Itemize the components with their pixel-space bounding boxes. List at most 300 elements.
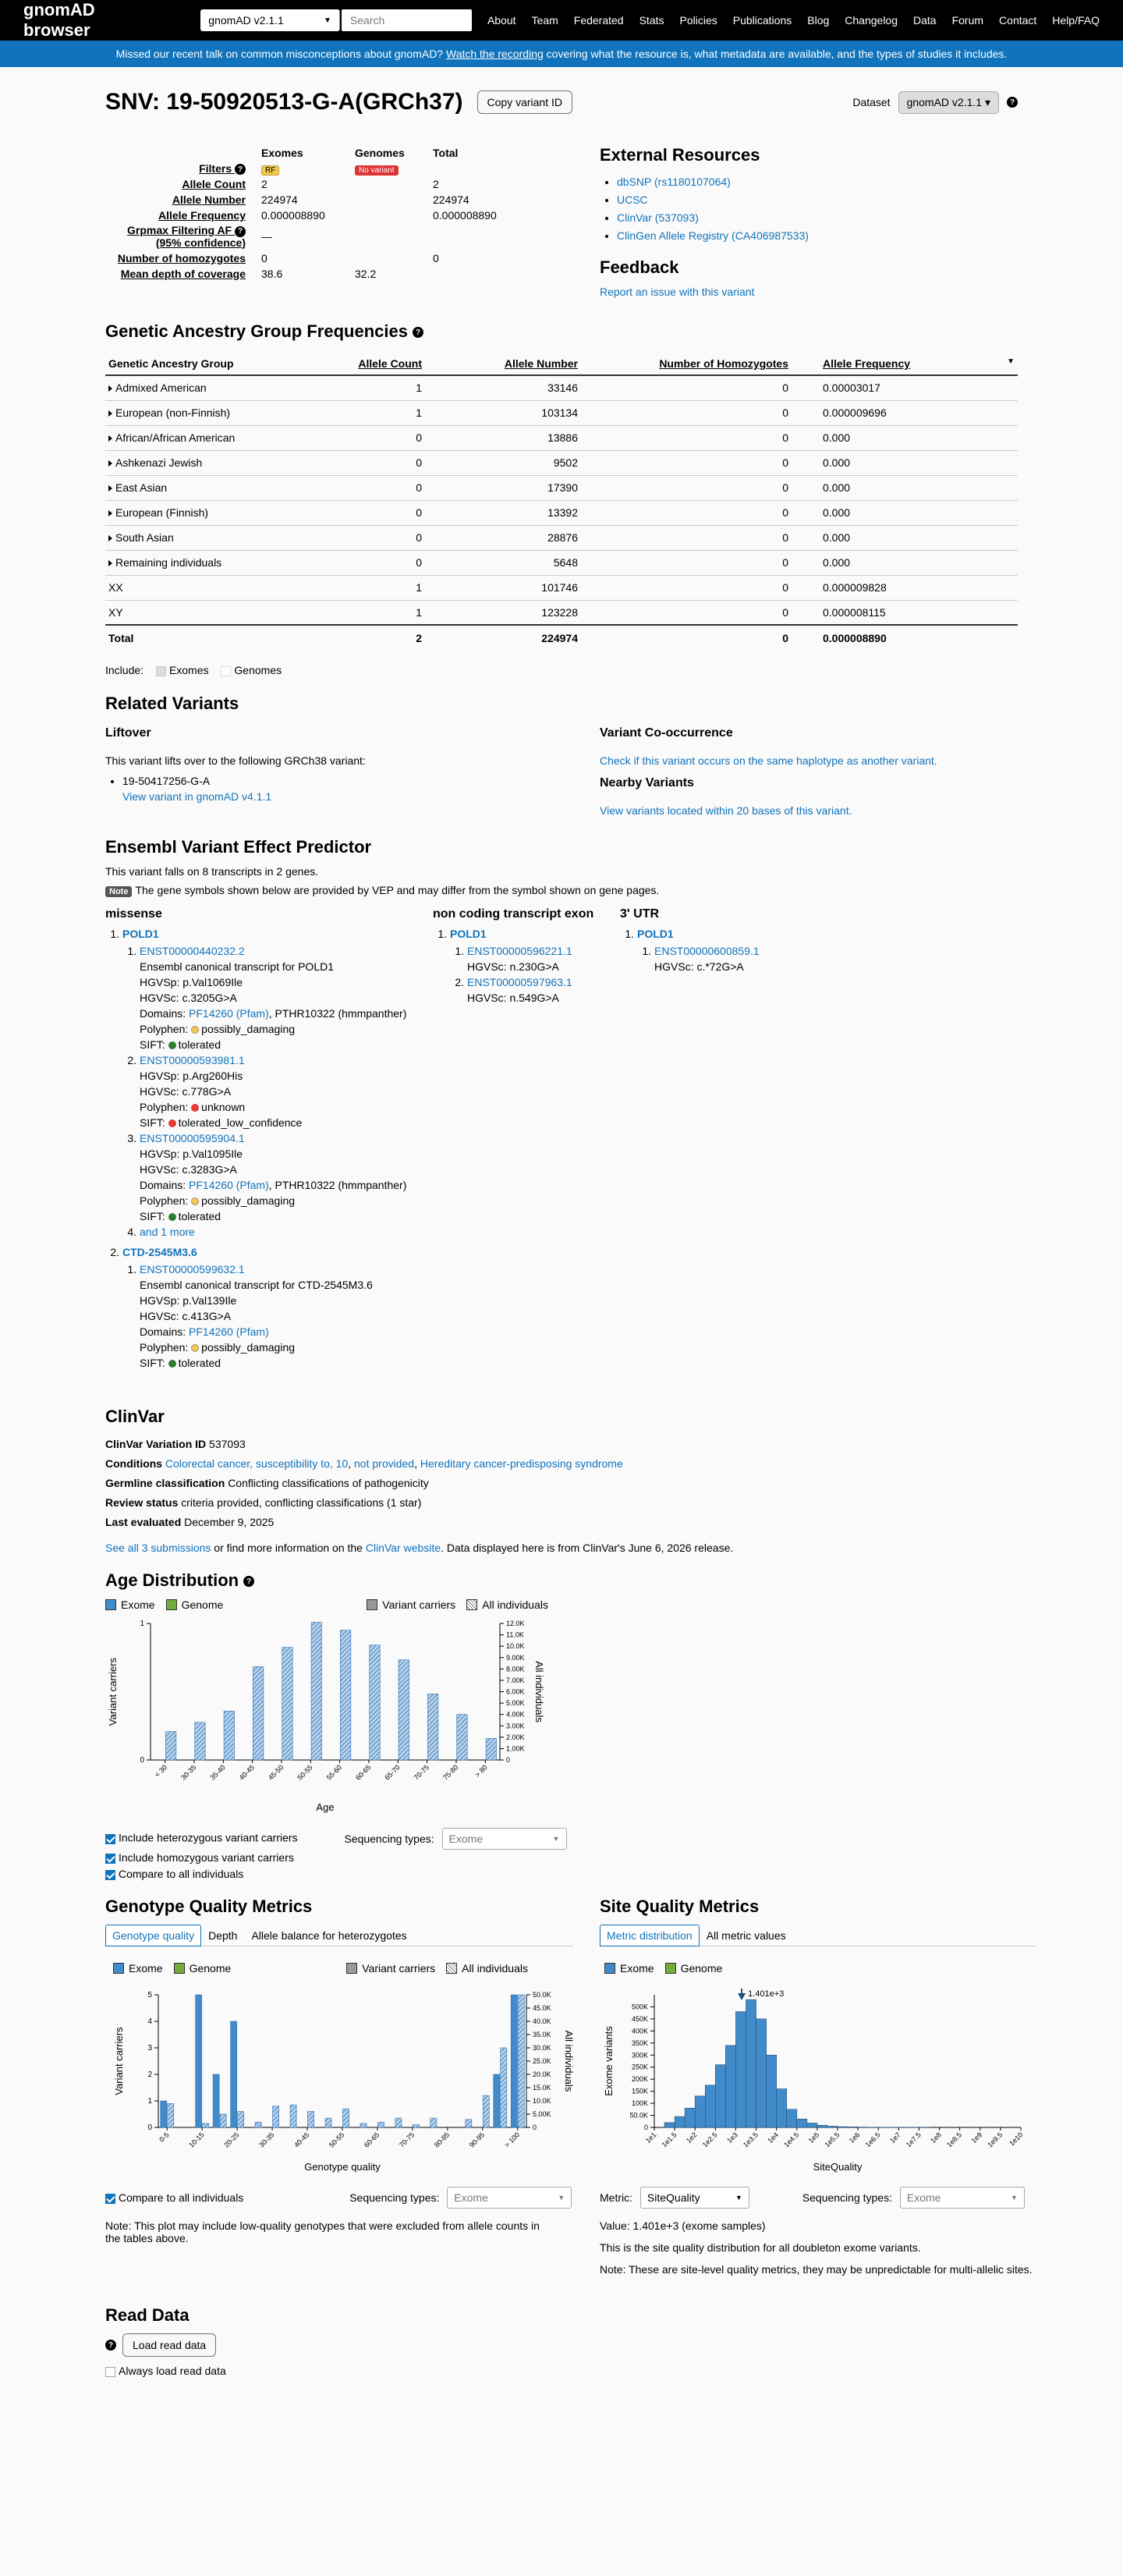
y-axis-label: Variant carriers bbox=[107, 1657, 119, 1726]
histogram-bar bbox=[797, 2119, 807, 2127]
version-select[interactable] bbox=[200, 9, 340, 31]
search-placeholder: Search bbox=[349, 14, 385, 27]
allele-number: 103134 bbox=[425, 400, 581, 425]
y-axis-label: Variant carriers bbox=[113, 2027, 125, 2095]
y2-tick-label: 8.00K bbox=[506, 1665, 525, 1673]
exomes-value: 2 bbox=[261, 178, 267, 191]
table-row[interactable] bbox=[105, 550, 1018, 575]
y2-tick-label: 0 bbox=[506, 1756, 511, 1764]
nav-link-contact[interactable]: Contact bbox=[999, 14, 1037, 27]
sq-sequencing-select[interactable] bbox=[900, 2187, 1025, 2209]
table-row[interactable] bbox=[105, 475, 1018, 500]
x-tick-label: 0-5 bbox=[158, 2131, 171, 2144]
sq-dist-text: This is the site quality distribution for all doubleton exome variants. bbox=[600, 2241, 921, 2254]
histogram-bar bbox=[756, 2019, 767, 2127]
y2-tick-label: 7.00K bbox=[506, 1676, 525, 1684]
all-individuals-bar bbox=[224, 1711, 234, 1760]
hgvsc: HGVSc: n.549G>A bbox=[467, 992, 559, 1004]
gq-tabs bbox=[105, 1925, 573, 1946]
variant-carriers-bar bbox=[494, 2074, 500, 2127]
gq-chart bbox=[105, 1979, 573, 2174]
y2-tick-label: 12.0K bbox=[506, 1620, 525, 1627]
x-tick-label: 1e10 bbox=[1008, 2131, 1025, 2148]
allele-frequency: 0.000 bbox=[792, 475, 1018, 500]
nav-link-forum[interactable]: Forum bbox=[951, 14, 984, 27]
histogram-bar bbox=[817, 2125, 827, 2127]
allele-count: 1 bbox=[308, 575, 425, 600]
expand-icon[interactable] bbox=[108, 460, 112, 467]
all-individuals-bar bbox=[273, 2106, 279, 2127]
allele-number: 224974 bbox=[425, 625, 581, 650]
include-exomes-checkbox[interactable] bbox=[156, 664, 209, 676]
allele-number: 13886 bbox=[425, 425, 581, 450]
link-dbsnp[interactable]: dbSNP (rs1180107064) bbox=[617, 176, 731, 188]
col-allele-count[interactable]: Allele Count bbox=[308, 353, 425, 375]
expand-icon[interactable] bbox=[108, 410, 112, 417]
nav-link-federated[interactable]: Federated bbox=[573, 14, 624, 27]
homozygotes: 0 bbox=[581, 625, 792, 650]
y2-tick-label: 50.0K bbox=[533, 1991, 551, 1999]
nav-link-policies[interactable]: Policies bbox=[679, 14, 717, 27]
y-tick-label: 0 bbox=[140, 1756, 144, 1765]
homozygotes: 0 bbox=[581, 600, 792, 625]
sift-tolerated-icon bbox=[168, 1360, 176, 1368]
homozygotes: 0 bbox=[581, 375, 792, 400]
homozygotes-exomes: 0 bbox=[261, 251, 267, 264]
histogram-bar bbox=[675, 2117, 685, 2127]
all-individuals-bar bbox=[340, 1630, 350, 1760]
hgvsc: HGVSc: c.413G>A bbox=[140, 1310, 232, 1322]
chevron-down-icon: ▼ bbox=[324, 16, 331, 25]
x-tick-label: 80-85 bbox=[432, 2131, 452, 2149]
allele-frequency: 0.000 bbox=[792, 450, 1018, 475]
all-individuals-bar bbox=[395, 2118, 402, 2127]
metric-label: Metric: bbox=[600, 2191, 632, 2204]
nav-link-about[interactable]: About bbox=[487, 14, 516, 27]
x-tick-label: 1e2 bbox=[684, 2131, 699, 2145]
include-het-option[interactable] bbox=[105, 1828, 1018, 1850]
grpmax-label: Grpmax Filtering AF bbox=[127, 224, 232, 237]
y-tick-label: 450K bbox=[631, 2014, 648, 2023]
variant-carriers-bar bbox=[196, 1995, 202, 2127]
expand-icon[interactable] bbox=[108, 560, 112, 566]
version-select-value: gnomAD v2.1.1 bbox=[208, 14, 284, 27]
x-tick-label: 1e5 bbox=[806, 2131, 821, 2145]
related-title: Related Variants bbox=[105, 694, 239, 713]
always-load-option[interactable] bbox=[105, 2365, 1018, 2377]
allele-frequency: 0.000009828 bbox=[792, 575, 1018, 600]
hgvsc: HGVSc: c.778G>A bbox=[140, 1085, 232, 1098]
legend-exome: Exome bbox=[129, 1962, 163, 1975]
homozygotes: 0 bbox=[581, 400, 792, 425]
age-seq-value: Exome bbox=[448, 1832, 484, 1845]
copy-variant-id-button[interactable]: Copy variant ID bbox=[477, 90, 572, 114]
legend-all: All individuals bbox=[462, 1962, 528, 1975]
x-tick-label: 1e7 bbox=[888, 2131, 902, 2145]
y2-tick-label: 5.00K bbox=[533, 2110, 551, 2118]
checkbox-icon bbox=[221, 666, 231, 676]
clinvar-title: ClinVar bbox=[105, 1407, 165, 1426]
ancestry-section bbox=[105, 321, 1018, 676]
sift-label: SIFT: bbox=[140, 1210, 165, 1222]
sq-chart bbox=[600, 1979, 1036, 2174]
y-tick-label: 100K bbox=[631, 2099, 648, 2108]
table-row[interactable] bbox=[105, 425, 1018, 450]
chevron-down-icon: ▼ bbox=[1010, 2194, 1018, 2202]
row-label: Allele Count bbox=[182, 178, 246, 191]
tab-all-metric-values[interactable]: All metric values bbox=[706, 1929, 786, 1942]
all-individuals-bar bbox=[220, 2114, 226, 2127]
table-row[interactable] bbox=[105, 500, 1018, 525]
legend-all: All individuals bbox=[482, 1598, 548, 1611]
y2-tick-label: 15.0K bbox=[533, 2084, 551, 2092]
gq-seq-value: Exome bbox=[454, 2191, 488, 2204]
sift-label: SIFT: bbox=[140, 1116, 165, 1129]
homozygotes: 0 bbox=[581, 450, 792, 475]
all-individuals-bar bbox=[238, 2112, 244, 2127]
load-read-data-button[interactable]: Load read data bbox=[122, 2333, 216, 2357]
allele-frequency: 0.000009696 bbox=[792, 400, 1018, 425]
hgvsc: HGVSc: c.3205G>A bbox=[140, 992, 237, 1004]
age-title: Age Distribution bbox=[105, 1570, 239, 1590]
banner-prefix: Missed our recent talk on common misconceptions about gnomAD? bbox=[115, 48, 444, 60]
age-sequencing-select[interactable] bbox=[442, 1828, 567, 1850]
dataset-select[interactable]: gnomAD v2.1.1 ▾ bbox=[898, 91, 999, 114]
sq-legend bbox=[604, 1962, 1036, 1975]
condition-link[interactable]: not provided bbox=[354, 1457, 415, 1470]
total-value: 2 bbox=[433, 178, 439, 191]
page-title: SNV: 19-50920513-G-A(GRCh37) bbox=[105, 89, 463, 115]
x-tick-label: 60-65 bbox=[354, 1763, 373, 1782]
x-tick-label: 55-60 bbox=[324, 1763, 344, 1782]
nav-link-publications[interactable]: Publications bbox=[732, 14, 792, 27]
checkbox-icon bbox=[105, 2194, 115, 2204]
y2-tick-label: 35.0K bbox=[533, 2031, 551, 2038]
y2-axis-label: All individuals bbox=[563, 2030, 575, 2092]
y2-tick-label: 5.00K bbox=[506, 1699, 525, 1708]
tab-genotype-quality[interactable]: Genotype quality bbox=[105, 1925, 201, 1946]
all-individuals-bar bbox=[430, 2118, 437, 2127]
all-individuals-bar bbox=[165, 1732, 175, 1760]
age-seq-label: Sequencing types: bbox=[344, 1832, 434, 1845]
always-load-label: Always load read data bbox=[119, 2365, 226, 2377]
expand-icon[interactable] bbox=[108, 435, 112, 442]
y-tick-label: 2 bbox=[147, 2070, 152, 2079]
expand-icon[interactable] bbox=[108, 485, 112, 491]
summary-row bbox=[105, 208, 526, 223]
x-tick-label: > 80 bbox=[473, 1763, 489, 1779]
gene-link-pold1[interactable]: POLD1 bbox=[122, 928, 159, 940]
allele-count: 0 bbox=[308, 450, 425, 475]
age-compare-option[interactable] bbox=[105, 1866, 1018, 1882]
all-individuals-swatch bbox=[466, 1599, 477, 1610]
x-tick-label: 1e6 bbox=[847, 2131, 862, 2145]
genome-swatch bbox=[166, 1599, 177, 1610]
ancestry-title: Genetic Ancestry Group Frequencies bbox=[105, 321, 408, 341]
total-value: 224974 bbox=[433, 193, 469, 207]
value-marker-label: 1.401e+3 bbox=[748, 1989, 785, 1999]
x-tick-label: 1e3 bbox=[725, 2131, 739, 2145]
conditions-label: Conditions bbox=[105, 1457, 163, 1470]
germline-value: Conflicting classifications of pathogenicity bbox=[228, 1477, 429, 1489]
x-tick-label: 40-45 bbox=[292, 2131, 311, 2149]
y2-tick-label: 10.0K bbox=[506, 1642, 525, 1651]
allele-count: 0 bbox=[308, 475, 425, 500]
total-row bbox=[105, 625, 1018, 650]
all-individuals-bar bbox=[253, 1666, 263, 1760]
transcript-link[interactable]: ENST00000440232.2 bbox=[140, 945, 245, 957]
external-links bbox=[600, 173, 809, 245]
grpmax-sub: (95% confidence) bbox=[155, 236, 246, 249]
nav-link-blog[interactable]: Blog bbox=[807, 14, 830, 27]
all-individuals-bar bbox=[466, 2120, 472, 2127]
help-icon[interactable]: ? bbox=[105, 2340, 116, 2351]
y-tick-label: 1 bbox=[140, 1620, 144, 1628]
histogram-bar bbox=[787, 2109, 797, 2127]
related-variants-section bbox=[105, 694, 1018, 817]
col-group[interactable]: Genetic Ancestry Group bbox=[105, 353, 308, 375]
liftover-title: Liftover bbox=[105, 726, 151, 740]
vep-section bbox=[105, 837, 1018, 1375]
vep-intro: This variant falls on 8 transcripts in 2 genes. bbox=[105, 865, 319, 878]
exomes-value: 224974 bbox=[261, 193, 298, 207]
sift-value: tolerated bbox=[178, 1357, 221, 1369]
y-tick-label: 5 bbox=[147, 1991, 152, 1999]
link-clinvar[interactable]: ClinVar (537093) bbox=[617, 211, 699, 224]
genome-filter-badge: No variant bbox=[355, 165, 399, 176]
include-label: Include: bbox=[105, 664, 144, 676]
x-tick-label: 1e9 bbox=[969, 2131, 984, 2145]
group-name: Admixed American bbox=[115, 381, 207, 395]
transcript-link[interactable]: ENST00000593981.1 bbox=[140, 1054, 245, 1066]
liftover-variant: 19-50417256-G-A bbox=[122, 775, 211, 787]
nav-link-changelog[interactable]: Changelog bbox=[845, 14, 898, 27]
link-ucsc[interactable]: UCSC bbox=[617, 193, 648, 206]
brand-logo[interactable]: gnomAD browser bbox=[23, 0, 95, 40]
show-more-link[interactable]: and 1 more bbox=[140, 1226, 195, 1238]
tab-depth[interactable]: Depth bbox=[208, 1929, 238, 1942]
hgvsp: HGVSp: p.Arg260His bbox=[140, 1070, 243, 1082]
x-tick-label: 90-95 bbox=[467, 2131, 487, 2149]
sort-down-icon: ▼ bbox=[1007, 357, 1015, 366]
tab-allele-balance[interactable]: Allele balance for heterozygotes bbox=[251, 1929, 407, 1942]
report-issue-link[interactable]: Report an issue with this variant bbox=[600, 286, 755, 298]
table-row[interactable] bbox=[105, 450, 1018, 475]
group-name: Total bbox=[105, 625, 308, 650]
all-individuals-bar bbox=[457, 1715, 467, 1760]
exome-swatch bbox=[105, 1599, 116, 1610]
y2-tick-label: 2.00K bbox=[506, 1733, 525, 1741]
expand-icon[interactable] bbox=[108, 535, 112, 541]
y2-tick-label: 25.0K bbox=[533, 2057, 551, 2065]
see-all-submissions-link[interactable]: See all 3 submissions bbox=[105, 1542, 211, 1554]
x-axis-label: SiteQuality bbox=[813, 2161, 863, 2173]
transcript-link[interactable]: ENST00000596221.1 bbox=[467, 945, 572, 957]
col-allele-number[interactable]: Allele Number bbox=[425, 353, 581, 375]
x-tick-label: 70-75 bbox=[397, 2131, 416, 2149]
col-homozygotes[interactable]: Number of Homozygotes bbox=[581, 353, 792, 375]
x-tick-label: 30-35 bbox=[179, 1763, 198, 1782]
include-hom-option[interactable] bbox=[105, 1850, 1018, 1866]
allele-number: 17390 bbox=[425, 475, 581, 500]
link-clingen[interactable]: ClinGen Allele Registry (CA406987533) bbox=[617, 229, 809, 242]
transcript-link[interactable]: ENST00000600859.1 bbox=[654, 945, 760, 957]
hgvsc: HGVSc: n.230G>A bbox=[467, 960, 559, 973]
x-tick-label: 60-65 bbox=[363, 2131, 381, 2149]
y2-tick-label: 3.00K bbox=[506, 1722, 525, 1730]
condition-link[interactable]: Colorectal cancer, susceptibility to, 10 bbox=[165, 1457, 349, 1470]
missense-column bbox=[105, 907, 433, 1375]
top-nav bbox=[0, 0, 1123, 41]
expand-icon[interactable] bbox=[108, 385, 112, 392]
search-input[interactable] bbox=[342, 9, 472, 31]
exome-swatch bbox=[604, 1963, 615, 1974]
expand-icon[interactable] bbox=[108, 510, 112, 516]
y-tick-label: 3 bbox=[147, 2044, 152, 2053]
x-tick-label: 1e4.5 bbox=[782, 2131, 801, 2149]
histogram-bar bbox=[807, 2123, 817, 2127]
homozygotes: 0 bbox=[581, 550, 792, 575]
y-tick-label: 200K bbox=[631, 2075, 648, 2084]
clinvar-website-link[interactable]: ClinVar website bbox=[365, 1542, 441, 1554]
x-tick-label: 1e9.5 bbox=[986, 2131, 1004, 2149]
banner-suffix: covering what the resource is, what metadata are available, and the types of studies it includes. bbox=[546, 48, 1008, 60]
all-individuals-bar bbox=[342, 2109, 349, 2127]
x-tick-label: 65-70 bbox=[383, 1763, 402, 1782]
gq-sequencing-select[interactable] bbox=[447, 2187, 572, 2209]
y2-tick-label: 0 bbox=[533, 2124, 537, 2131]
hgvsc: HGVSc: c.3283G>A bbox=[140, 1163, 237, 1176]
banner-link[interactable]: Watch the recording bbox=[446, 48, 544, 60]
all-individuals-bar bbox=[501, 2048, 507, 2127]
summary-row bbox=[105, 176, 526, 192]
help-icon[interactable]: ? bbox=[243, 1576, 254, 1587]
transcript-link[interactable]: ENST00000597963.1 bbox=[467, 976, 572, 988]
canonical-note: Ensembl canonical transcript for CTD-2545M3.6 bbox=[140, 1279, 373, 1291]
help-icon[interactable]: ? bbox=[413, 327, 423, 338]
x-tick-label: 10-15 bbox=[187, 2131, 206, 2149]
y-tick-label: 1 bbox=[147, 2097, 152, 2106]
all-individuals-bar bbox=[427, 1694, 438, 1760]
y-axis-label: Exome variants bbox=[603, 2026, 615, 2096]
read-title: Read Data bbox=[105, 2305, 190, 2325]
genomes-value bbox=[355, 176, 433, 192]
x-tick-label: 1e7.5 bbox=[904, 2131, 923, 2149]
release-text: . Data displayed here is from ClinVar's June 6, 2026 release. bbox=[441, 1542, 734, 1554]
include-exomes-label: Exomes bbox=[168, 664, 209, 676]
help-icon[interactable]: ? bbox=[235, 164, 246, 175]
total-value: 0.000008890 bbox=[433, 209, 497, 222]
sift-value: tolerated bbox=[178, 1038, 221, 1051]
sq-seq-label: Sequencing types: bbox=[802, 2191, 892, 2204]
all-individuals-bar bbox=[518, 1995, 524, 2127]
x-tick-label: 1e5.5 bbox=[823, 2131, 841, 2149]
hgvsp: HGVSp: p.Val1069Ile bbox=[140, 976, 243, 988]
col-allele-frequency[interactable] bbox=[792, 353, 1018, 375]
table-row[interactable] bbox=[105, 400, 1018, 425]
allele-frequency: 0.000008115 bbox=[792, 600, 1018, 625]
pfam-link[interactable]: PF14260 (Pfam) bbox=[189, 1007, 269, 1020]
gene-link-pold1[interactable]: POLD1 bbox=[637, 928, 674, 940]
canonical-note: Ensembl canonical transcript for POLD1 bbox=[140, 960, 334, 973]
feedback-title: Feedback bbox=[600, 257, 679, 277]
liftover-section bbox=[105, 726, 573, 817]
exome-filter-badge: RF bbox=[261, 165, 279, 176]
histogram-bar bbox=[725, 2046, 735, 2127]
metric-select[interactable] bbox=[640, 2187, 749, 2209]
exomes-value: 0.000008890 bbox=[261, 209, 325, 222]
liftover-link[interactable]: View variant in gnomAD v4.1.1 bbox=[122, 790, 272, 803]
pfam-link[interactable]: PF14260 (Pfam) bbox=[189, 1325, 269, 1338]
nav-link-team[interactable]: Team bbox=[531, 14, 558, 27]
group-name: European (Finnish) bbox=[115, 506, 209, 519]
all-individuals-bar bbox=[399, 1660, 409, 1760]
include-genomes-checkbox[interactable] bbox=[221, 664, 282, 676]
histogram-bar bbox=[685, 2108, 695, 2127]
y2-tick-label: 30.0K bbox=[533, 2044, 551, 2052]
all-individuals-bar bbox=[483, 2095, 489, 2127]
group-name: East Asian bbox=[115, 481, 168, 494]
group-name: Ashkenazi Jewish bbox=[115, 456, 203, 469]
cooccurrence-link[interactable]: Check if this variant occurs on the same haplotype as another variant. bbox=[600, 754, 937, 767]
allele-count: 0 bbox=[308, 500, 425, 525]
x-tick-label: 1e8.5 bbox=[945, 2131, 964, 2149]
domains-label: Domains: bbox=[140, 1179, 186, 1191]
allele-frequency: 0.000 bbox=[792, 525, 1018, 550]
variant-carriers-bar bbox=[161, 2101, 167, 2127]
x-tick-label: 30-35 bbox=[257, 2131, 276, 2149]
nav-link-stats[interactable]: Stats bbox=[639, 14, 664, 27]
help-icon[interactable]: ? bbox=[235, 226, 246, 237]
col-allele-frequency-label: Allele Frequency bbox=[823, 357, 911, 370]
table-row[interactable] bbox=[105, 375, 1018, 400]
transcript-link[interactable]: ENST00000595904.1 bbox=[140, 1132, 245, 1144]
nav-links bbox=[472, 14, 1100, 27]
variant-carriers-bar bbox=[231, 2021, 237, 2127]
row-label: Allele Number bbox=[172, 193, 246, 207]
gene-link-ctd[interactable]: CTD-2545M3.6 bbox=[122, 1246, 197, 1258]
help-icon[interactable]: ? bbox=[1007, 97, 1018, 108]
group-name: European (non-Finnish) bbox=[115, 406, 231, 419]
pfam-link[interactable]: PF14260 (Pfam) bbox=[189, 1179, 269, 1191]
all-individuals-bar bbox=[203, 2124, 209, 2127]
group-name: XY bbox=[105, 600, 308, 625]
table-row[interactable] bbox=[105, 525, 1018, 550]
polyphen-possibly-icon bbox=[191, 1344, 199, 1352]
y-tick-label: 0 bbox=[147, 2124, 152, 2132]
metric-value: SiteQuality bbox=[647, 2191, 700, 2204]
nav-link-help[interactable]: Help/FAQ bbox=[1052, 14, 1100, 27]
checkbox-icon bbox=[156, 666, 166, 676]
all-individuals-bar bbox=[413, 2125, 419, 2127]
x-tick-label: 50-55 bbox=[328, 2131, 346, 2149]
group-name: African/African American bbox=[115, 431, 236, 444]
pthr-domain: , PTHR10322 (hmmpanther) bbox=[268, 1007, 407, 1020]
allele-frequency: 0.000008890 bbox=[792, 625, 1018, 650]
nearby-link[interactable]: View variants located within 20 bases of this variant. bbox=[600, 804, 852, 817]
depth-exomes: 38.6 bbox=[261, 267, 283, 280]
vep-note: The gene symbols shown below are provided by VEP and may differ from the symbol shown on gene pages. bbox=[135, 884, 660, 896]
gq-compare-option[interactable] bbox=[105, 2191, 243, 2204]
gene-link-pold1[interactable]: POLD1 bbox=[450, 928, 487, 940]
value-marker-arrow bbox=[738, 1993, 746, 2000]
nav-link-data[interactable]: Data bbox=[913, 14, 937, 27]
tab-metric-distribution[interactable]: Metric distribution bbox=[600, 1925, 700, 1946]
allele-number: 28876 bbox=[425, 525, 581, 550]
transcript-link[interactable]: ENST00000599632.1 bbox=[140, 1263, 245, 1276]
genome-swatch bbox=[174, 1963, 185, 1974]
condition-link[interactable]: Hereditary cancer-predisposing syndrome bbox=[420, 1457, 623, 1470]
